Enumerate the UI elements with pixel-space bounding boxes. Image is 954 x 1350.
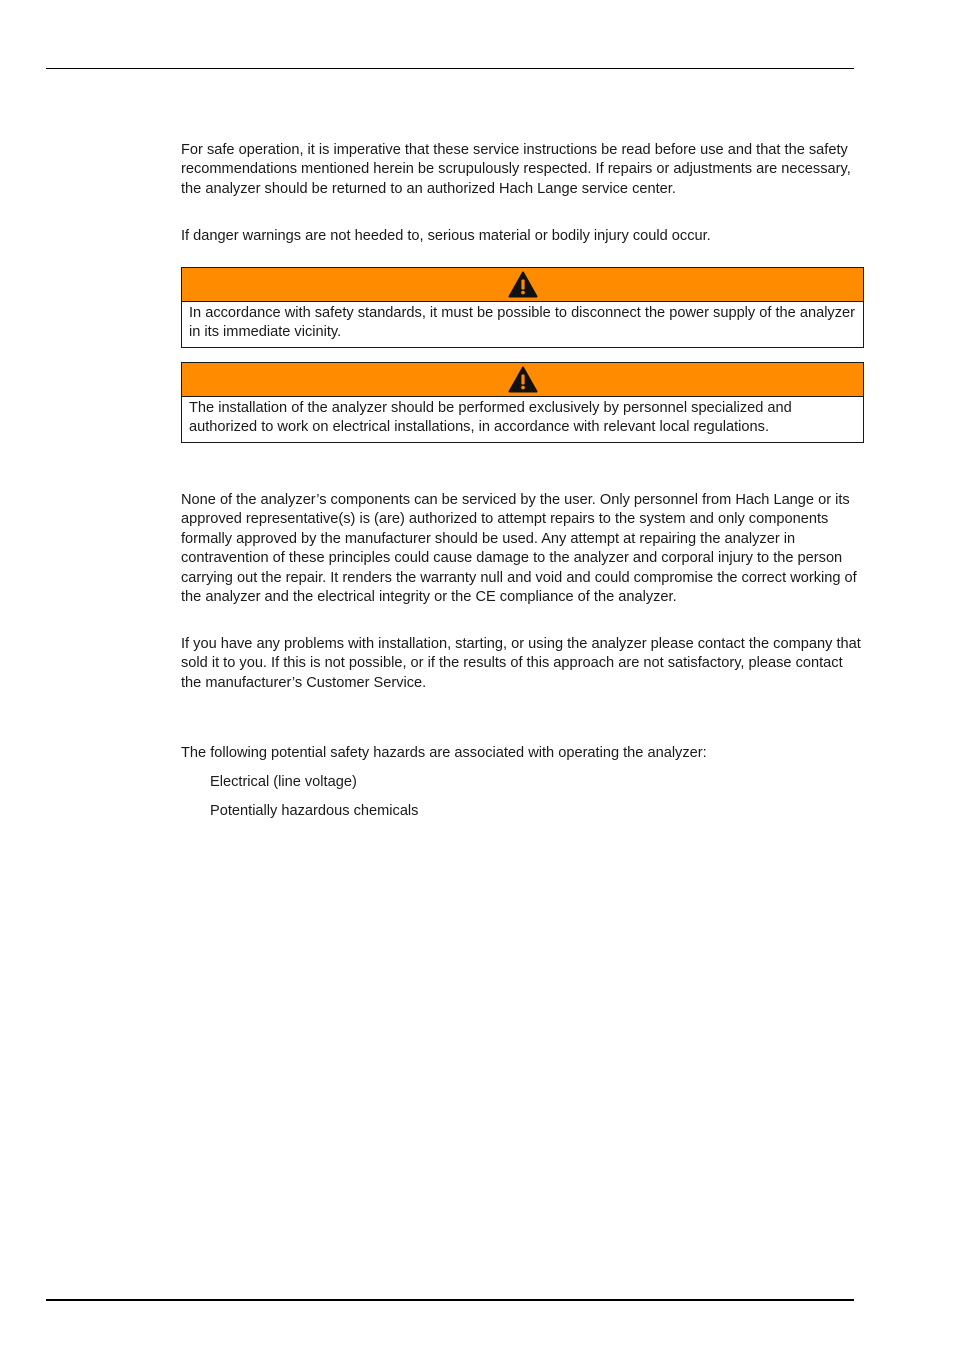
warning-triangle-icon [508,271,538,298]
service-paragraph: None of the analyzer’s components can be serviced by the user. Only personnel from Hach Lange or its approved representative(s) is (are) authorized to attempt repairs to the system and only components formally approved by the manufacturer should be used. Any attempt at repairing the analyzer in contravention of these principles could cause damage to the analyzer and corporal injury to the person carrying out the repair. It renders the warranty null and void and could compromise the correct working of the analyzer and the electrical integrity or the CE compliance of the analyzer. [181,492,857,606]
danger-note-paragraph: If danger warnings are not heeded to, serious material or bodily injury could occur. [181,228,711,244]
hazards-intro-paragraph: The following potential safety hazards are associated with operating the analyzer: [181,745,707,761]
header-rule [46,68,854,69]
warning-header [182,268,863,302]
warning-text: In accordance with safety standards, it must be possible to disconnect the power supply of the analyzer in its immediate vicinity. [189,305,856,341]
contact-paragraph: If you have any problems with installation, starting, or using the analyzer please contact the company that sold it to you. If this is not possible, or if the results of this approach are not satisfactory, please contact the manufacturer’s Customer Service. [181,636,861,691]
intro-paragraph: For safe operation, it is imperative that these service instructions be read before use and that the safety recommendations mentioned herein be scrupulously respected. If repairs or adjustments are necessary, the analyzer should be returned to an authorized Hach Lange service center. [181,142,851,197]
warning-text: The installation of the analyzer should be performed exclusively by personnel specialized and authorized to work on electrical installations, in accordance with relevant local regulations. [189,400,792,436]
warning-triangle-icon [508,366,538,393]
warning-box-power-disconnect [181,267,864,348]
hazard-list-item: Potentially hazardous chemicals [210,803,419,819]
warning-box-installation [181,362,864,443]
footer-rule [46,1299,854,1301]
warning-header [182,363,863,397]
hazard-list-item: Electrical (line voltage) [210,774,357,790]
